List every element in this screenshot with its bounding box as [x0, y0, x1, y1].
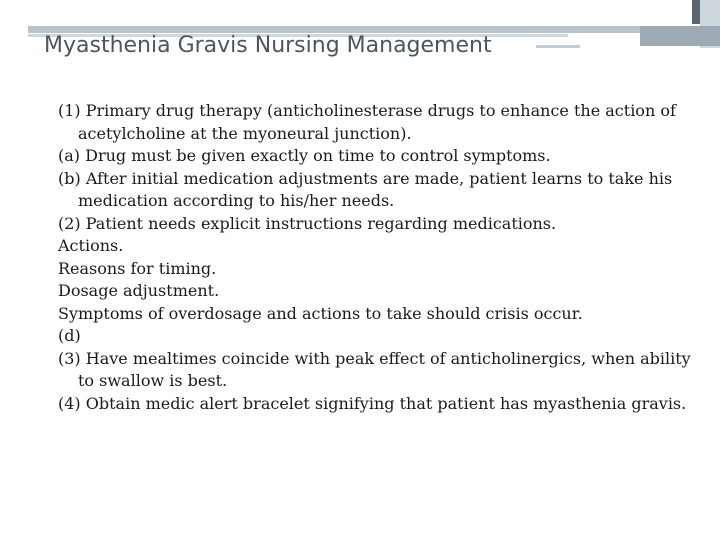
paragraph-1: (1) Primary drug therapy (anticholinesterase drugs to enhance the action of acetylcholine at the myoneural junction). [58, 101, 676, 143]
slide-body [58, 100, 698, 415]
header-accent-dark [692, 0, 700, 24]
title-underline [536, 45, 580, 48]
paragraph-actions: Actions. [58, 236, 124, 255]
paragraph-1a: (a) Drug must be given exactly on time to control symptoms. [58, 146, 551, 165]
slide-title: Myasthenia Gravis Nursing Management [44, 33, 492, 58]
paragraph-d: (d) [58, 326, 81, 345]
paragraph-overdosage: Symptoms of overdosage and actions to take should crisis occur. [58, 303, 583, 323]
paragraph-1b: (b) After initial medication adjustments are made, patient learns to take his medication according to his/her needs. [58, 168, 673, 210]
header-accent-bar [28, 26, 720, 33]
header-accent-block [640, 26, 720, 46]
paragraph-2: (2) Patient needs explicit instructions regarding medications. [58, 213, 557, 233]
paragraph-dosage: Dosage adjustment. [58, 281, 220, 300]
paragraph-4: (4) Obtain medic alert bracelet signifying that patient has myasthenia gravis. [58, 393, 687, 413]
paragraph-timing: Reasons for timing. [58, 258, 217, 278]
paragraph-3: (3) Have mealtimes coincide with peak effect of anticholinergics, when ability to swallow is best. [58, 348, 691, 390]
